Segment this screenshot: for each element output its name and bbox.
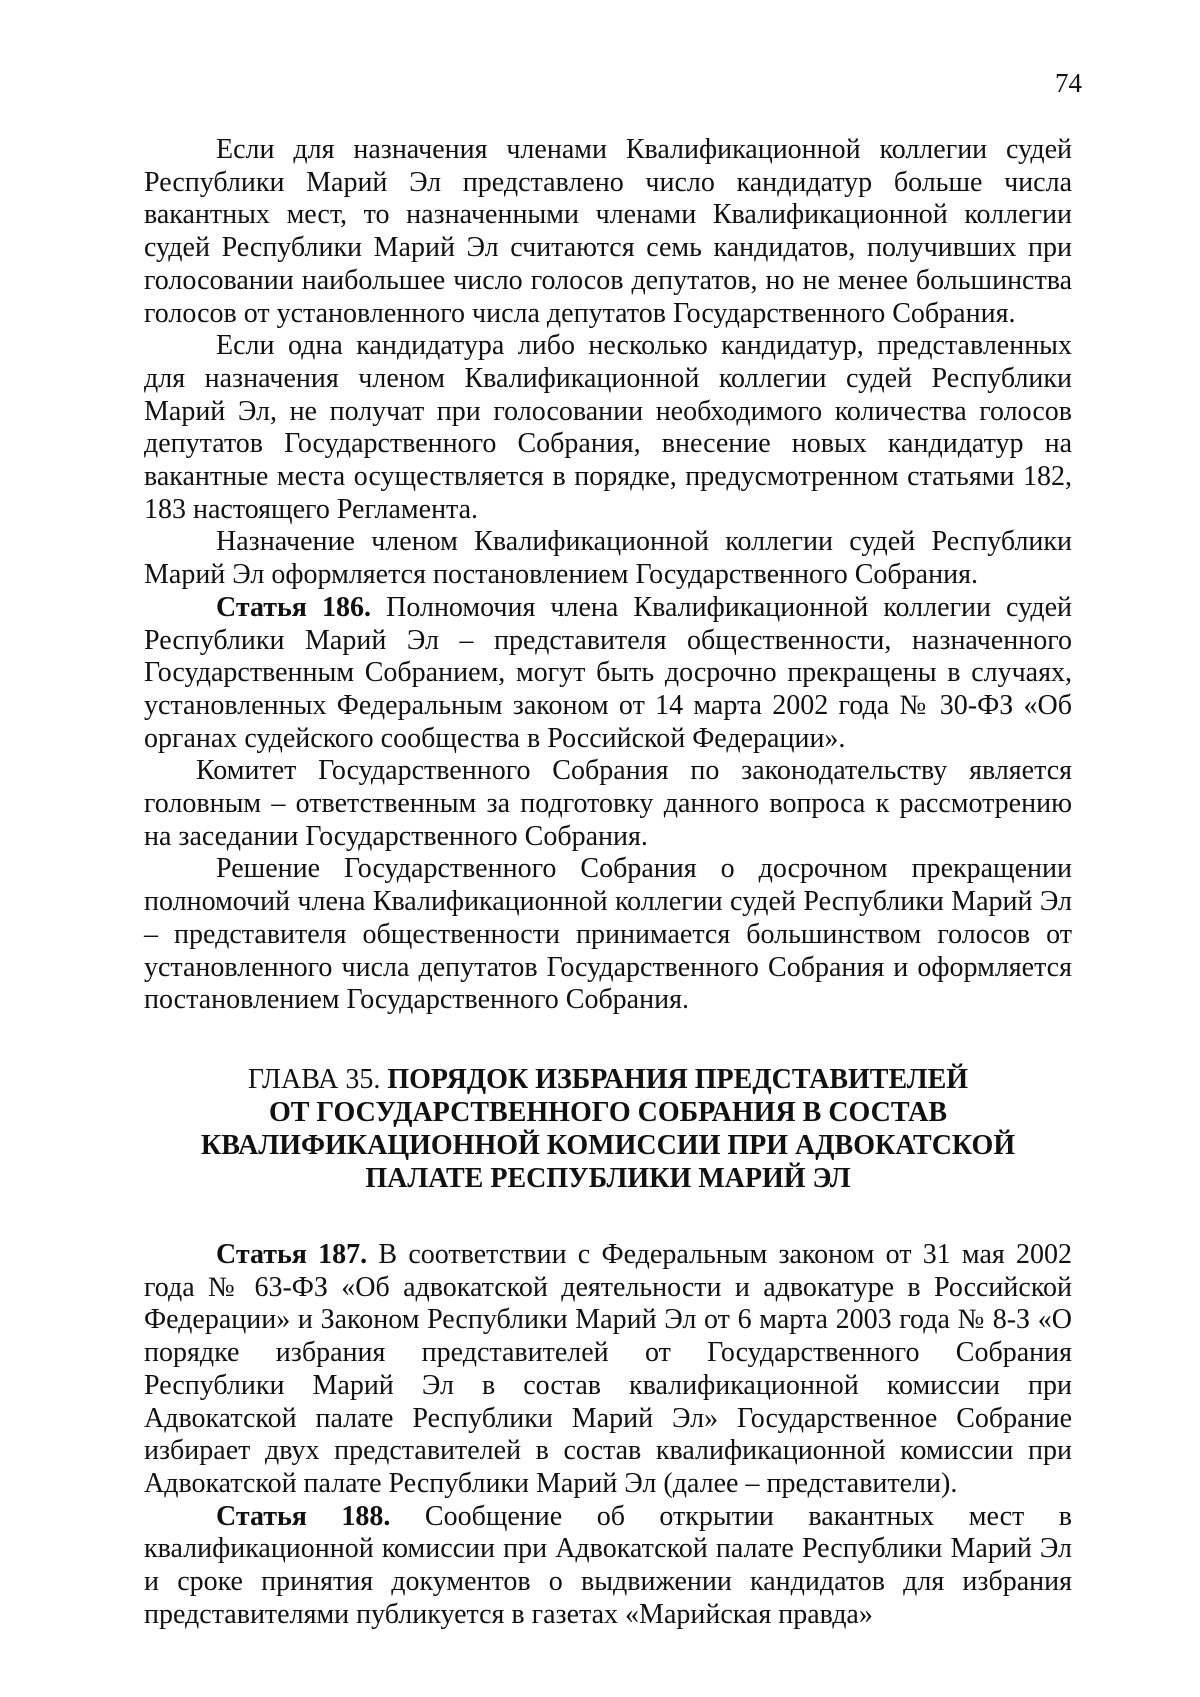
chapter-title-line: ОТ ГОСУДАРСТВЕННОГО СОБРАНИЯ В СОСТАВ (268, 1096, 948, 1128)
paragraph (144, 755, 1072, 853)
page-number: 74 (1055, 68, 1082, 98)
paragraph (144, 853, 1072, 1017)
paragraph-text: В соответствии с Федеральным законом от 31 мая 2002 года № 63-ФЗ «Об адвокатской деятельности и адвокатуре в Российской Федерации» и Законом Республики Марий Эл от 6 марта 2003 года № 8-З «О порядке избрания представителей от Государственного Собрания Республики Марий Эл в состав квалификационной комиссии при Адвокатской палате Республики Марий Эл» Государственное Собрание избирает двух представителей в состав квалификационной комиссии при Адвокатской палате Республики Марий Эл (далее – представители). (144, 1238, 1073, 1499)
chapter-title-line: ПОРЯДОК ИЗБРАНИЯ ПРЕДСТАВИТЕЛЕЙ (387, 1063, 969, 1095)
article-label: Статья 186. (216, 591, 372, 623)
paragraph-text: Сообщение об открытии вакантных мест в квалификационной комиссии при Адвокатской палате Республики Марий Эл и сроке принятия документов о выдвижении кандидатов для избрания представителями публикуется в газетах «Марийская правда» (144, 1500, 1072, 1630)
paragraph-text: Решение Государственного Собрания о досрочном прекращении полномочий члена Квалификационной коллегии судей Республики Марий Эл – представителя общественности принимается большинством голосов от установленного числа депутатов Государственного Собрания и оформляется постановлением Государственного Собрания. (144, 853, 1072, 1016)
document-body (144, 134, 1072, 1631)
paragraph-text: Если для назначения членами Квалификационной коллегии судей Республики Марий Эл представлено число кандидатур больше числа вакантных мест, то назначенными членами Квалификационной коллегии судей Республики Марий Эл считаются семь кандидатов, получивших при голосовании наибольшее число голосов депутатов, но не менее большинства голосов от установленного числа депутатов Государственного Собрания. (144, 134, 1072, 329)
paragraph-text: Назначение членом Квалификационной коллегии судей Республики Марий Эл оформляется постановлением Государственного Собрания. (144, 526, 1072, 591)
paragraph-text: Комитет Государственного Собрания по законодательству является головным – ответственным за подготовку данного вопроса к рассмотрению на заседании Государственного Собрания. (144, 755, 1072, 852)
article-paragraph (144, 1239, 1072, 1501)
chapter-heading (144, 1063, 1072, 1195)
paragraph (144, 330, 1072, 526)
article-paragraph (144, 592, 1072, 756)
paragraph (144, 134, 1072, 330)
article-label: Статья 187. (216, 1238, 368, 1270)
paragraph-text: Если одна кандидатура либо несколько кандидатур, представленных для назначения членом Квалификационной коллегии судей Республики Марий Эл, не получат при голосовании необходимого количества голосов депутатов Государственного Собрания, внесение новых кандидатур на вакантные места осуществляется в порядке, предусмотренном статьями 182, 183 настоящего Регламента. (144, 330, 1072, 525)
article-paragraph (144, 1501, 1072, 1632)
paragraph (144, 526, 1072, 591)
chapter-title-line: КВАЛИФИКАЦИОННОЙ КОМИССИИ ПРИ АДВОКАТСКОЙ (200, 1129, 1016, 1161)
chapter-heading-line (144, 1063, 1072, 1096)
chapter-title-line: ПАЛАТЕ РЕСПУБЛИКИ МАРИЙ ЭЛ (365, 1162, 851, 1194)
chapter-number: ГЛАВА 35. (247, 1063, 381, 1095)
article-label: Статья 188. (216, 1500, 391, 1532)
paragraph-text: Полномочия члена Квалификационной коллегии судей Республики Марий Эл – представителя общественности, назначенного Государственным Собранием, могут быть досрочно прекращены в случаях, установленных Федеральным законом от 14 марта 2002 года № 30-ФЗ «Об органах судейского сообщества в Российской Федерации». (144, 591, 1073, 754)
